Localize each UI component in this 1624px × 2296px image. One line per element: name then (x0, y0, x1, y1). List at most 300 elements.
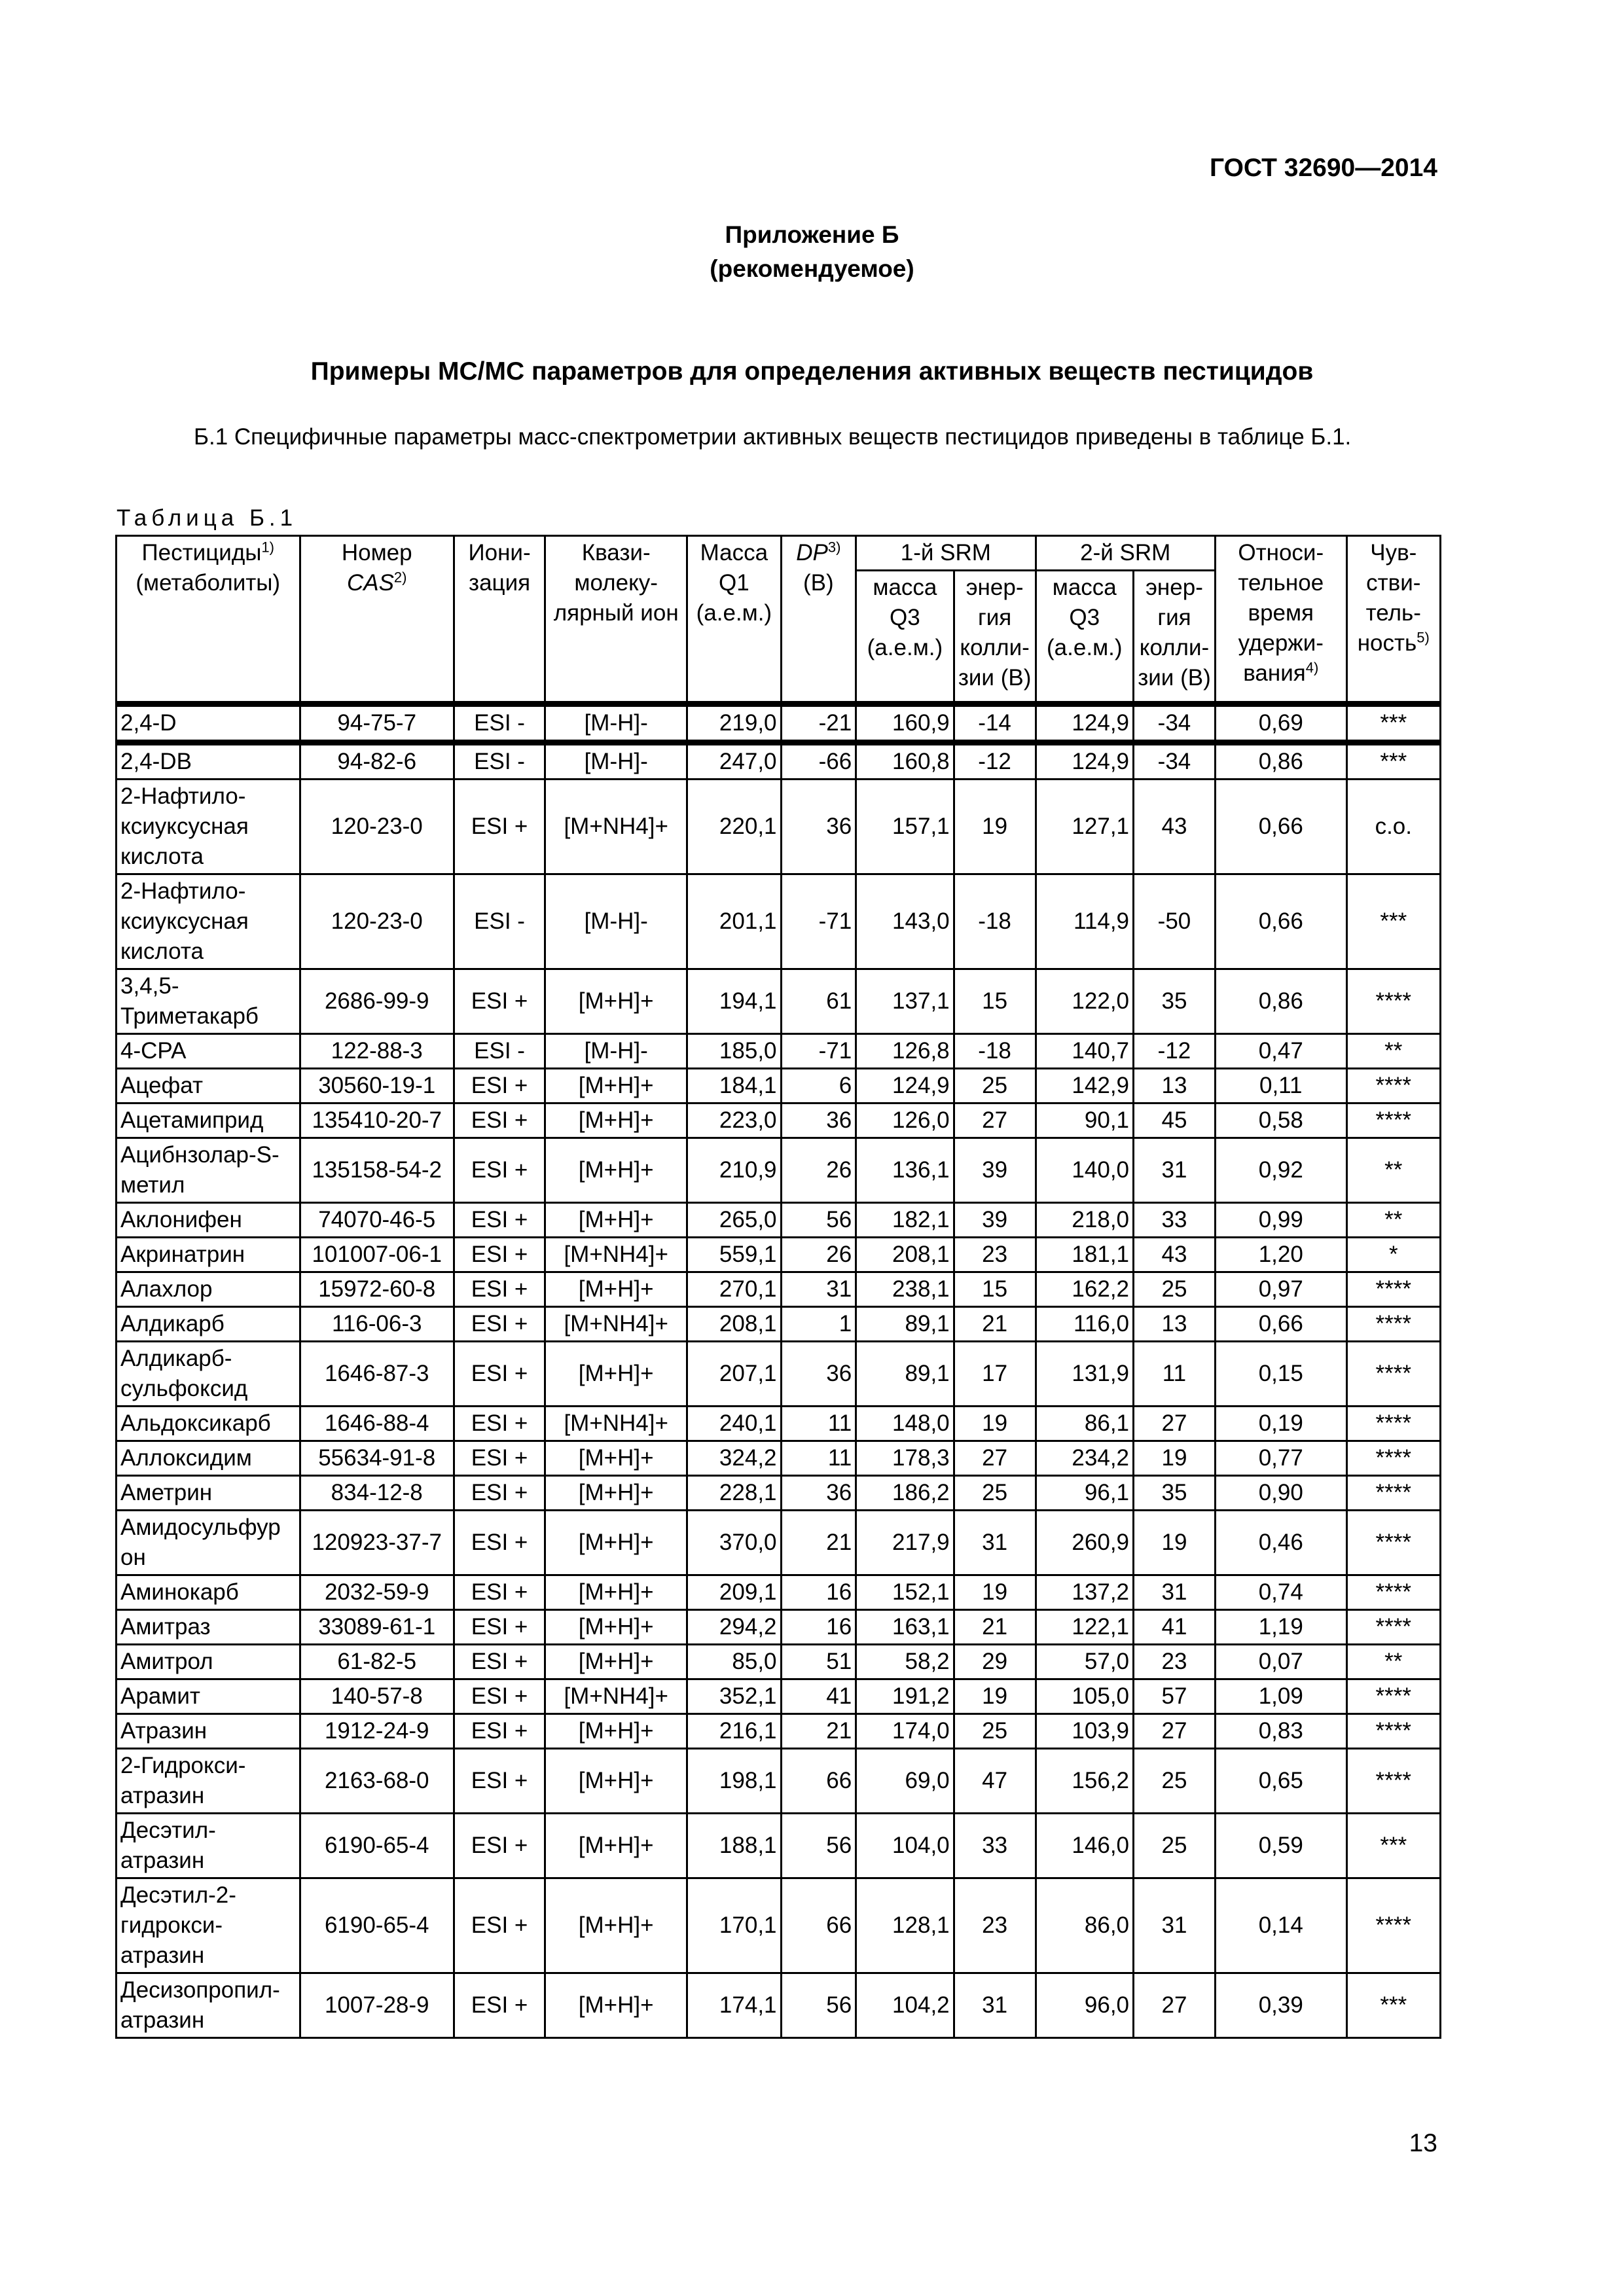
sensitivity-cell: *** (1346, 743, 1440, 780)
table-row (117, 1714, 1441, 1749)
srm2-mass-cell: 137,2 (1036, 1575, 1133, 1610)
srm2-energy-cell: 27 (1134, 1407, 1216, 1441)
cas-cell: 135410-20-7 (300, 1103, 454, 1138)
quasi-ion-cell: [M+H]+ (545, 1272, 687, 1307)
cas-cell: 140-57-8 (300, 1679, 454, 1714)
mass-q1-cell: 216,1 (687, 1714, 781, 1749)
ionization-cell: ESI + (454, 1203, 545, 1238)
dp-cell: 56 (781, 1973, 856, 2038)
srm1-mass-cell: 157,1 (856, 780, 954, 874)
mass-q1-cell: 265,0 (687, 1203, 781, 1238)
cas-cell: 116-06-3 (300, 1307, 454, 1342)
cas-cell: 94-75-7 (300, 704, 454, 743)
dp-cell: 11 (781, 1407, 856, 1441)
header-relative-time (1215, 536, 1346, 704)
mass-q1-cell: 247,0 (687, 743, 781, 780)
header-srm2-energy: энер- гия колли- зии (В) (1134, 571, 1216, 704)
header-srm1-energy: энер- гия колли- зии (В) (954, 571, 1036, 704)
srm1-energy-cell: 25 (954, 1476, 1036, 1511)
relative-time-cell: 0,99 (1215, 1203, 1346, 1238)
srm2-energy-cell: 25 (1134, 1749, 1216, 1814)
dp-cell: 31 (781, 1272, 856, 1307)
srm1-energy-cell: 17 (954, 1342, 1036, 1407)
pesticide-cell: Десэтил-2- гидрокси- атразин (117, 1878, 300, 1973)
cas-cell: 2032-59-9 (300, 1575, 454, 1610)
pesticide-cell: 2-Гидрокси- атразин (117, 1749, 300, 1814)
srm2-energy-cell: 11 (1134, 1342, 1216, 1407)
header-sensitivity (1346, 536, 1440, 704)
mass-q1-cell: 352,1 (687, 1679, 781, 1714)
cas-cell: 33089-61-1 (300, 1610, 454, 1645)
table-row (117, 1878, 1441, 1973)
srm1-energy-cell: 31 (954, 1973, 1036, 2038)
ionization-cell: ESI + (454, 1441, 545, 1476)
srm2-mass-cell: 86,1 (1036, 1407, 1133, 1441)
pesticide-cell: Алахлор (117, 1272, 300, 1307)
srm2-mass-cell: 116,0 (1036, 1307, 1133, 1342)
sensitivity-cell: **** (1346, 1272, 1440, 1307)
pesticide-cell: Ацибнзолар-S- метил (117, 1138, 300, 1203)
section-title: Примеры МС/МС параметров для определения активных веществ пестицидов (310, 357, 1314, 386)
pesticide-cell: Амидосульфур он (117, 1511, 300, 1575)
srm1-energy-cell: 47 (954, 1749, 1036, 1814)
pesticide-cell: 2,4-D (117, 704, 300, 743)
relative-time-cell: 1,09 (1215, 1679, 1346, 1714)
srm2-mass-cell: 122,0 (1036, 969, 1133, 1034)
srm1-energy-cell: 15 (954, 1272, 1036, 1307)
srm1-energy-cell: 25 (954, 1714, 1036, 1749)
header-sensitivity-footnote: 5) (1416, 629, 1430, 646)
srm2-mass-cell: 122,1 (1036, 1610, 1133, 1645)
srm2-energy-cell: 25 (1134, 1272, 1216, 1307)
header-pesticides (117, 536, 300, 704)
mass-q1-cell: 201,1 (687, 874, 781, 969)
ionization-cell: ESI + (454, 1342, 545, 1407)
relative-time-cell: 0,86 (1215, 743, 1346, 780)
srm2-energy-cell: 35 (1134, 969, 1216, 1034)
pesticide-cell: Десизопропил- атразин (117, 1973, 300, 2038)
dp-cell: 56 (781, 1203, 856, 1238)
srm1-mass-cell: 191,2 (856, 1679, 954, 1714)
srm1-energy-cell: -18 (954, 1034, 1036, 1069)
srm1-energy-cell: 21 (954, 1610, 1036, 1645)
srm2-mass-cell: 140,7 (1036, 1034, 1133, 1069)
table-row (117, 1342, 1441, 1407)
relative-time-cell: 0,46 (1215, 1511, 1346, 1575)
srm1-mass-cell: 58,2 (856, 1645, 954, 1679)
srm1-mass-cell: 217,9 (856, 1511, 954, 1575)
pesticide-cell: Амитрол (117, 1645, 300, 1679)
table-row (117, 743, 1441, 780)
cas-cell: 2163-68-0 (300, 1749, 454, 1814)
srm2-energy-cell: 19 (1134, 1511, 1216, 1575)
ionization-cell: ESI + (454, 1679, 545, 1714)
mass-q1-cell: 207,1 (687, 1342, 781, 1407)
srm1-mass-cell: 137,1 (856, 969, 954, 1034)
sensitivity-cell: **** (1346, 1610, 1440, 1645)
header-pesticides-footnote: 1) (261, 539, 274, 556)
cas-cell: 120-23-0 (300, 780, 454, 874)
srm1-energy-cell: 27 (954, 1441, 1036, 1476)
quasi-ion-cell: [M+H]+ (545, 1749, 687, 1814)
srm1-energy-cell: -14 (954, 704, 1036, 743)
dp-cell: 6 (781, 1069, 856, 1103)
srm1-energy-cell: 19 (954, 1407, 1036, 1441)
ionization-cell: ESI + (454, 780, 545, 874)
sensitivity-cell: ** (1346, 1138, 1440, 1203)
sensitivity-cell: **** (1346, 1342, 1440, 1407)
ionization-cell: ESI + (454, 1645, 545, 1679)
sensitivity-cell: **** (1346, 1878, 1440, 1973)
quasi-ion-cell: [M+NH4]+ (545, 780, 687, 874)
sensitivity-cell: *** (1346, 704, 1440, 743)
pesticide-cell: Алдикарб- сульфоксид (117, 1342, 300, 1407)
ionization-cell: ESI - (454, 704, 545, 743)
table-row (117, 1610, 1441, 1645)
table-row (117, 969, 1441, 1034)
sensitivity-cell: **** (1346, 1749, 1440, 1814)
srm1-energy-cell: 39 (954, 1138, 1036, 1203)
mass-q1-cell: 559,1 (687, 1238, 781, 1272)
srm2-mass-cell: 218,0 (1036, 1203, 1133, 1238)
pesticide-cell: Альдоксикарб (117, 1407, 300, 1441)
srm1-mass-cell: 238,1 (856, 1272, 954, 1307)
srm1-energy-cell: -12 (954, 743, 1036, 780)
sensitivity-cell: **** (1346, 1407, 1440, 1441)
cas-cell: 55634-91-8 (300, 1441, 454, 1476)
quasi-ion-cell: [M+H]+ (545, 1714, 687, 1749)
srm1-energy-cell: 27 (954, 1103, 1036, 1138)
srm2-mass-cell: 131,9 (1036, 1342, 1133, 1407)
header-cas-footnote: 2) (393, 569, 407, 586)
sensitivity-cell: ** (1346, 1034, 1440, 1069)
srm1-mass-cell: 136,1 (856, 1138, 954, 1203)
srm2-energy-cell: 27 (1134, 1714, 1216, 1749)
mass-q1-cell: 270,1 (687, 1272, 781, 1307)
sensitivity-cell: **** (1346, 1103, 1440, 1138)
relative-time-cell: 0,59 (1215, 1814, 1346, 1878)
standard-number: ГОСТ 32690—2014 (1210, 154, 1437, 182)
cas-cell: 1007-28-9 (300, 1973, 454, 2038)
cas-cell: 101007-06-1 (300, 1238, 454, 1272)
sensitivity-cell: **** (1346, 969, 1440, 1034)
pesticide-cell: Амитраз (117, 1610, 300, 1645)
srm1-energy-cell: 15 (954, 969, 1036, 1034)
ionization-cell: ESI + (454, 1749, 545, 1814)
cas-cell: 1912-24-9 (300, 1714, 454, 1749)
dp-cell: 36 (781, 1103, 856, 1138)
ionization-cell: ESI + (454, 1575, 545, 1610)
srm2-energy-cell: 43 (1134, 780, 1216, 874)
pesticide-cell: Арамит (117, 1679, 300, 1714)
srm1-mass-cell: 178,3 (856, 1441, 954, 1476)
srm2-mass-cell: 124,9 (1036, 743, 1133, 780)
srm1-energy-cell: 21 (954, 1307, 1036, 1342)
mass-q1-cell: 220,1 (687, 780, 781, 874)
pesticide-cell: 2-Нафтило- ксиуксусная кислота (117, 780, 300, 874)
dp-cell: 16 (781, 1575, 856, 1610)
sensitivity-cell: *** (1346, 1814, 1440, 1878)
relative-time-cell: 0,15 (1215, 1342, 1346, 1407)
sensitivity-cell: с.о. (1346, 780, 1440, 874)
quasi-ion-cell: [M+H]+ (545, 1645, 687, 1679)
srm1-mass-cell: 128,1 (856, 1878, 954, 1973)
srm1-energy-cell: 29 (954, 1645, 1036, 1679)
relative-time-cell: 0,07 (1215, 1645, 1346, 1679)
quasi-ion-cell: [M+NH4]+ (545, 1679, 687, 1714)
srm2-energy-cell: 33 (1134, 1203, 1216, 1238)
header-cas (300, 536, 454, 704)
quasi-ion-cell: [M+NH4]+ (545, 1407, 687, 1441)
header-srm1: 1-й SRM (856, 536, 1036, 571)
srm2-mass-cell: 156,2 (1036, 1749, 1133, 1814)
srm2-energy-cell: 31 (1134, 1575, 1216, 1610)
srm2-energy-cell: 31 (1134, 1878, 1216, 1973)
ionization-cell: ESI + (454, 1407, 545, 1441)
quasi-ion-cell: [M+H]+ (545, 1103, 687, 1138)
pesticide-cell: Аклонифен (117, 1203, 300, 1238)
pesticide-cell: Ацефат (117, 1069, 300, 1103)
srm1-energy-cell: 19 (954, 780, 1036, 874)
quasi-ion-cell: [M-H]- (545, 743, 687, 780)
srm2-energy-cell: -34 (1134, 743, 1216, 780)
sensitivity-cell: **** (1346, 1441, 1440, 1476)
dp-cell: 21 (781, 1511, 856, 1575)
header-cas-label: CAS (346, 570, 394, 596)
srm2-mass-cell: 86,0 (1036, 1878, 1133, 1973)
appendix-title: Приложение Б (725, 221, 899, 248)
relative-time-cell: 0,66 (1215, 874, 1346, 969)
srm1-energy-cell: 39 (954, 1203, 1036, 1238)
dp-cell: 36 (781, 1476, 856, 1511)
dp-cell: 11 (781, 1441, 856, 1476)
header-dp-unit: (В) (803, 570, 834, 596)
pesticide-cell: 3,4,5- Триметакарб (117, 969, 300, 1034)
dp-cell: -21 (781, 704, 856, 743)
srm1-mass-cell: 152,1 (856, 1575, 954, 1610)
header-srm2-mass: масса Q3 (а.е.м.) (1036, 571, 1133, 704)
quasi-ion-cell: [M-H]- (545, 704, 687, 743)
srm2-energy-cell: 25 (1134, 1814, 1216, 1878)
srm1-mass-cell: 186,2 (856, 1476, 954, 1511)
mass-q1-cell: 198,1 (687, 1749, 781, 1814)
relative-time-cell: 0,97 (1215, 1272, 1346, 1307)
pesticide-cell: Акринатрин (117, 1238, 300, 1272)
relative-time-cell: 0,19 (1215, 1407, 1346, 1441)
ionization-cell: ESI - (454, 874, 545, 969)
ionization-cell: ESI + (454, 969, 545, 1034)
header-srm2: 2-й SRM (1036, 536, 1215, 571)
quasi-ion-cell: [M-H]- (545, 1034, 687, 1069)
mass-q1-cell: 210,9 (687, 1138, 781, 1203)
srm2-energy-cell: 31 (1134, 1138, 1216, 1203)
table-row (117, 1069, 1441, 1103)
srm1-mass-cell: 124,9 (856, 1069, 954, 1103)
cas-cell: 2686-99-9 (300, 969, 454, 1034)
srm1-energy-cell: 25 (954, 1069, 1036, 1103)
quasi-ion-cell: [M+NH4]+ (545, 1307, 687, 1342)
quasi-ion-cell: [M+H]+ (545, 969, 687, 1034)
mass-q1-cell: 170,1 (687, 1878, 781, 1973)
mass-q1-cell: 85,0 (687, 1645, 781, 1679)
mass-q1-cell: 208,1 (687, 1307, 781, 1342)
quasi-ion-cell: [M+H]+ (545, 1575, 687, 1610)
srm1-mass-cell: 69,0 (856, 1749, 954, 1814)
pesticide-cell: 4-CPA (117, 1034, 300, 1069)
appendix-subtitle: (рекомендуемое) (710, 255, 914, 282)
table-row (117, 1407, 1441, 1441)
srm1-mass-cell: 174,0 (856, 1714, 954, 1749)
cas-cell: 834-12-8 (300, 1476, 454, 1511)
ionization-cell: ESI + (454, 1714, 545, 1749)
quasi-ion-cell: [M+H]+ (545, 1973, 687, 2038)
dp-cell: 66 (781, 1878, 856, 1973)
cas-cell: 94-82-6 (300, 743, 454, 780)
srm2-energy-cell: 35 (1134, 1476, 1216, 1511)
table-row (117, 1749, 1441, 1814)
relative-time-cell: 0,66 (1215, 1307, 1346, 1342)
relative-time-cell: 0,92 (1215, 1138, 1346, 1203)
relative-time-cell: 1,20 (1215, 1238, 1346, 1272)
sensitivity-cell: **** (1346, 1069, 1440, 1103)
srm1-mass-cell: 163,1 (856, 1610, 954, 1645)
cas-cell: 6190-65-4 (300, 1814, 454, 1878)
dp-cell: 51 (781, 1645, 856, 1679)
mass-q1-cell: 188,1 (687, 1814, 781, 1878)
sensitivity-cell: **** (1346, 1575, 1440, 1610)
ionization-cell: ESI + (454, 1814, 545, 1878)
sensitivity-cell: **** (1346, 1714, 1440, 1749)
srm1-mass-cell: 143,0 (856, 874, 954, 969)
relative-time-cell: 0,74 (1215, 1575, 1346, 1610)
dp-cell: 16 (781, 1610, 856, 1645)
header-relative-time-footnote: 4) (1305, 659, 1319, 676)
relative-time-cell: 0,83 (1215, 1714, 1346, 1749)
sensitivity-cell: ** (1346, 1645, 1440, 1679)
cas-cell: 1646-88-4 (300, 1407, 454, 1441)
mass-q1-cell: 209,1 (687, 1575, 781, 1610)
quasi-ion-cell: [M+H]+ (545, 1814, 687, 1878)
srm2-mass-cell: 57,0 (1036, 1645, 1133, 1679)
quasi-ion-cell: [M+H]+ (545, 1069, 687, 1103)
relative-time-cell: 0,39 (1215, 1973, 1346, 2038)
sensitivity-cell: **** (1346, 1307, 1440, 1342)
table-row (117, 1307, 1441, 1342)
pesticide-cell: Ацетамиприд (117, 1103, 300, 1138)
quasi-ion-cell: [M+H]+ (545, 1342, 687, 1407)
table-row (117, 1645, 1441, 1679)
table-row (117, 1973, 1441, 2038)
quasi-ion-cell: [M+H]+ (545, 1476, 687, 1511)
quasi-ion-cell: [M+NH4]+ (545, 1238, 687, 1272)
srm2-energy-cell: 19 (1134, 1441, 1216, 1476)
table-row (117, 874, 1441, 969)
header-dp (781, 536, 856, 704)
relative-time-cell: 0,47 (1215, 1034, 1346, 1069)
srm2-mass-cell: 162,2 (1036, 1272, 1133, 1307)
srm2-mass-cell: 124,9 (1036, 704, 1133, 743)
relative-time-cell: 0,58 (1215, 1103, 1346, 1138)
header-metabolites-label: (метаболиты) (135, 570, 281, 596)
dp-cell: 26 (781, 1138, 856, 1203)
table-row (117, 1679, 1441, 1714)
mass-q1-cell: 294,2 (687, 1610, 781, 1645)
header-mass-q1: Масса Q1 (а.е.м.) (687, 536, 781, 704)
sensitivity-cell: ** (1346, 1203, 1440, 1238)
relative-time-cell: 0,65 (1215, 1749, 1346, 1814)
cas-cell: 15972-60-8 (300, 1272, 454, 1307)
srm2-mass-cell: 260,9 (1036, 1511, 1133, 1575)
srm2-energy-cell: 41 (1134, 1610, 1216, 1645)
relative-time-cell: 0,90 (1215, 1476, 1346, 1511)
srm2-mass-cell: 140,0 (1036, 1138, 1133, 1203)
sensitivity-cell: *** (1346, 874, 1440, 969)
table-row (117, 1511, 1441, 1575)
srm2-energy-cell: -50 (1134, 874, 1216, 969)
quasi-ion-cell: [M+H]+ (545, 1138, 687, 1203)
mass-q1-cell: 174,1 (687, 1973, 781, 2038)
pesticide-cell: 2,4-DB (117, 743, 300, 780)
cas-cell: 61-82-5 (300, 1645, 454, 1679)
srm2-energy-cell: 23 (1134, 1645, 1216, 1679)
ionization-cell: ESI + (454, 1272, 545, 1307)
srm1-mass-cell: 126,8 (856, 1034, 954, 1069)
sensitivity-cell: **** (1346, 1679, 1440, 1714)
srm1-mass-cell: 160,9 (856, 704, 954, 743)
page-number: 13 (1409, 2129, 1437, 2157)
ionization-cell: ESI + (454, 1238, 545, 1272)
header-pesticides-label: Пестициды (141, 540, 262, 565)
appendix-heading (0, 218, 1624, 286)
srm2-mass-cell: 127,1 (1036, 780, 1133, 874)
sensitivity-cell: **** (1346, 1476, 1440, 1511)
relative-time-cell: 0,86 (1215, 969, 1346, 1034)
table-row (117, 1034, 1441, 1069)
ionization-cell: ESI - (454, 1034, 545, 1069)
pesticide-cell: Атразин (117, 1714, 300, 1749)
dp-cell: 36 (781, 1342, 856, 1407)
table-row (117, 1238, 1441, 1272)
srm1-energy-cell: 33 (954, 1814, 1036, 1878)
quasi-ion-cell: [M+H]+ (545, 1511, 687, 1575)
srm2-mass-cell: 90,1 (1036, 1103, 1133, 1138)
sensitivity-cell: * (1346, 1238, 1440, 1272)
dp-cell: 66 (781, 1749, 856, 1814)
quasi-ion-cell: [M+H]+ (545, 1878, 687, 1973)
ionization-cell: ESI + (454, 1069, 545, 1103)
srm2-mass-cell: 103,9 (1036, 1714, 1133, 1749)
header-srm1-mass: масса Q3 (а.е.м.) (856, 571, 954, 704)
pesticide-cell: Аллоксидим (117, 1441, 300, 1476)
srm1-energy-cell: 19 (954, 1575, 1036, 1610)
dp-cell: 41 (781, 1679, 856, 1714)
intro-paragraph: Б.1 Специфичные параметры масс-спектрометрии активных веществ пестицидов приведены в таблице Б.1. (194, 424, 1352, 450)
srm2-energy-cell: 45 (1134, 1103, 1216, 1138)
ionization-cell: ESI + (454, 1610, 545, 1645)
pesticide-cell: Алдикарб (117, 1307, 300, 1342)
relative-time-cell: 0,66 (1215, 780, 1346, 874)
pesticide-cell: Аметрин (117, 1476, 300, 1511)
srm2-energy-cell: 27 (1134, 1973, 1216, 2038)
dp-cell: 26 (781, 1238, 856, 1272)
mass-q1-cell: 194,1 (687, 969, 781, 1034)
table-row (117, 1575, 1441, 1610)
mass-q1-cell: 184,1 (687, 1069, 781, 1103)
srm1-mass-cell: 104,0 (856, 1814, 954, 1878)
ionization-cell: ESI + (454, 1511, 545, 1575)
srm1-energy-cell: 23 (954, 1238, 1036, 1272)
header-dp-label: DP (796, 540, 828, 565)
